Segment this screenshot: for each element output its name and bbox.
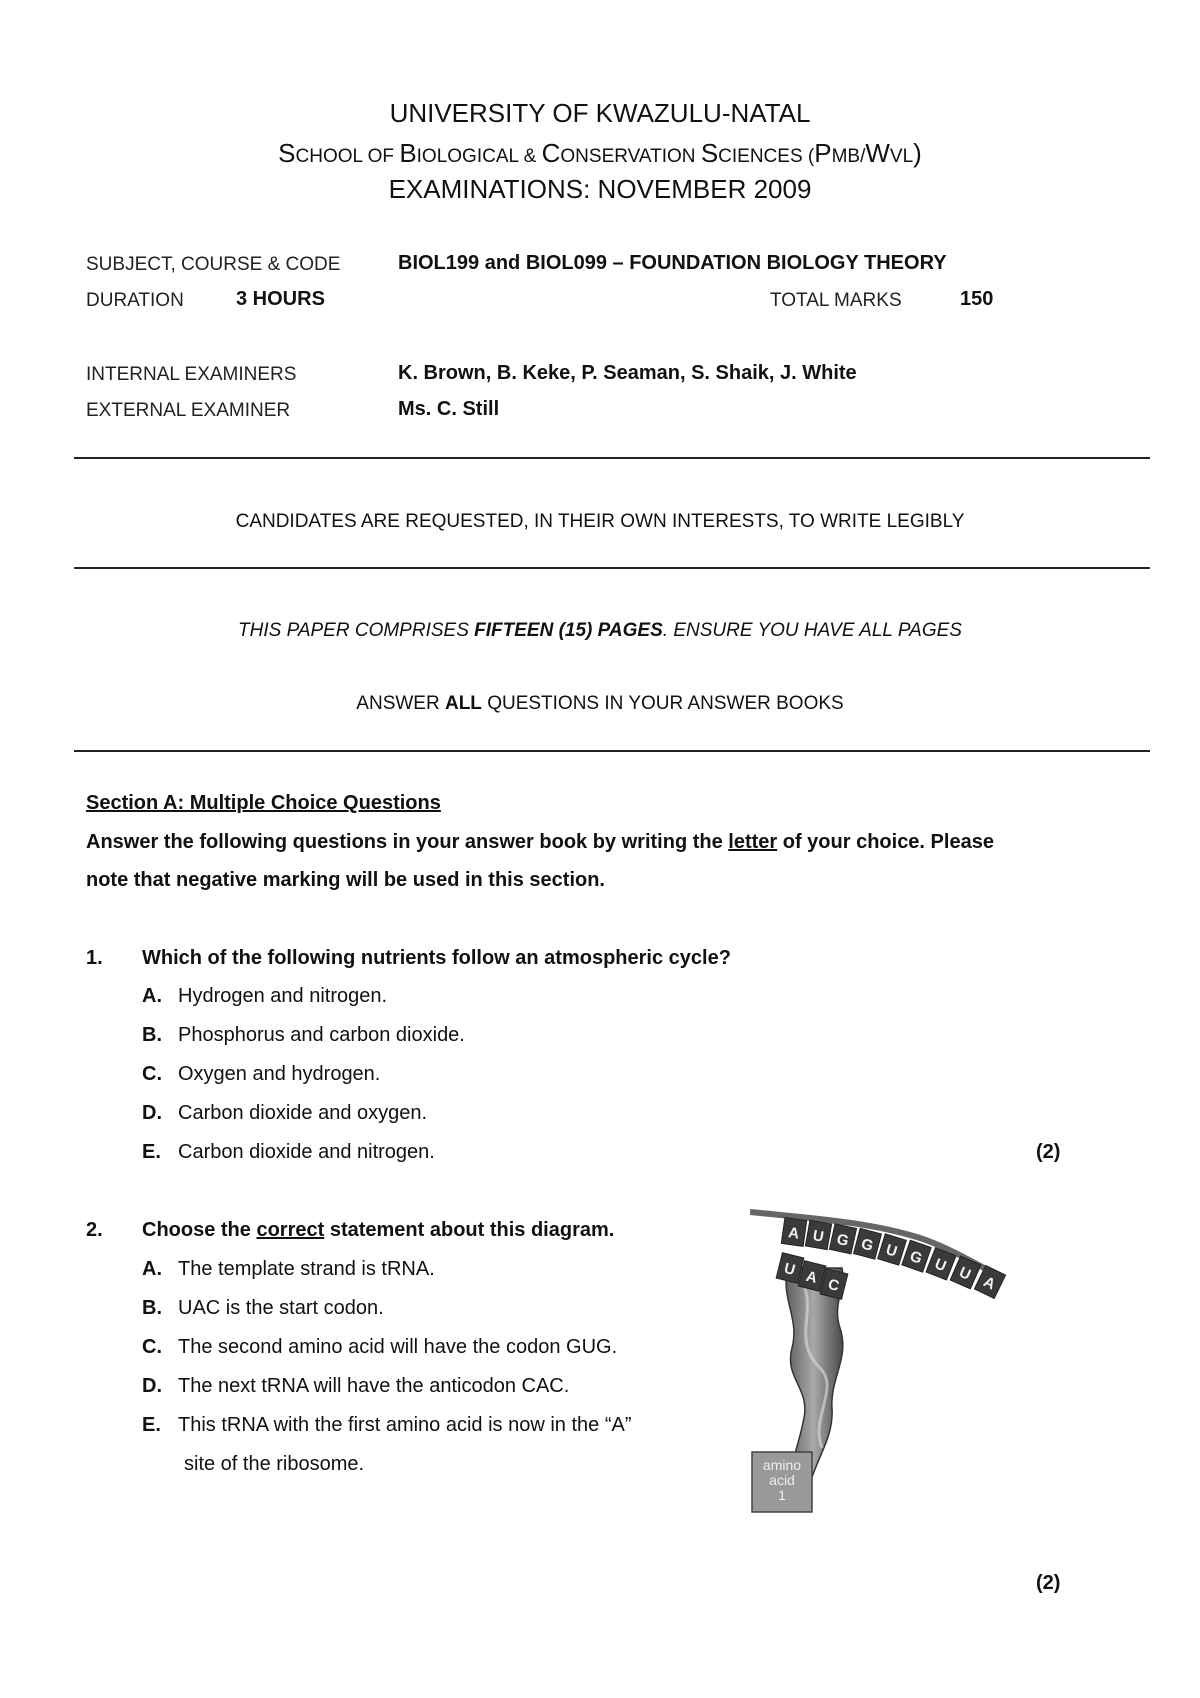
- amino-acid-label: 1: [778, 1487, 786, 1503]
- base-letter: U: [811, 1227, 826, 1246]
- question-marks: (2): [1036, 1572, 1061, 1594]
- option-b: B. UAC is the start codon.: [142, 1297, 384, 1319]
- option-d: D. Carbon dioxide and oxygen.: [142, 1102, 428, 1124]
- option-a: A. The template strand is tRNA.: [142, 1258, 435, 1280]
- school-title: SCHOOL OF BIOLOGICAL & CONSERVATION SCIENCES (PMB/WVL): [278, 138, 922, 168]
- option-e: E. This tRNA with the first amino acid is now in the “A”: [142, 1414, 632, 1436]
- subject-label: SUBJECT, COURSE & CODE: [86, 254, 341, 275]
- external-examiner-value: Ms. C. Still: [398, 398, 500, 420]
- divider: [74, 457, 1150, 459]
- university-title: UNIVERSITY OF KWAZULU-NATAL: [389, 98, 811, 128]
- base-letter: U: [782, 1259, 797, 1280]
- duration-label: DURATION: [86, 290, 184, 311]
- amino-acid-label: acid: [769, 1472, 795, 1488]
- base-tile: [781, 1218, 806, 1247]
- base-tile: [854, 1228, 882, 1259]
- divider: [74, 567, 1150, 569]
- option-b: B. Phosphorus and carbon dioxide.: [142, 1024, 465, 1046]
- amino-acid-label: amino: [762, 1457, 802, 1473]
- option-e-continuation: site of the ribosome.: [184, 1453, 365, 1475]
- base-letter: A: [787, 1224, 801, 1243]
- base-letter: U: [932, 1255, 949, 1276]
- answer-notice: ANSWER ALL QUESTIONS IN YOUR ANSWER BOOKS: [356, 693, 844, 714]
- option-e: E. Carbon dioxide and nitrogen.: [142, 1141, 435, 1163]
- option-c: C. Oxygen and hydrogen.: [142, 1063, 381, 1085]
- question-text: Which of the following nutrients follow an atmospheric cycle?: [142, 947, 731, 969]
- divider: [74, 750, 1150, 752]
- base-tile: [902, 1240, 931, 1272]
- base-letter: G: [859, 1235, 875, 1255]
- base-letter: C: [826, 1275, 841, 1296]
- question-number: 2.: [86, 1219, 103, 1241]
- base-tile: [805, 1220, 831, 1249]
- option-a: A. Hydrogen and nitrogen.: [142, 985, 388, 1007]
- subject-value: BIOL199 and BIOL099 – FOUNDATION BIOLOGY THEORY: [398, 252, 947, 274]
- total-marks-label: TOTAL MARKS: [770, 290, 902, 311]
- internal-examiners-value: K. Brown, B. Keke, P. Seaman, S. Shaik, J. White: [398, 362, 857, 384]
- option-d: D. The next tRNA will have the anticodon CAC.: [142, 1375, 570, 1397]
- question-marks: (2): [1036, 1141, 1061, 1163]
- section-instructions: Answer the following questions in your answer book by writing the letter of your choice. Please: [86, 831, 994, 853]
- question-text: Choose the correct statement about this diagram.: [142, 1219, 615, 1241]
- question-number: 1.: [86, 947, 103, 969]
- external-examiner-label: EXTERNAL EXAMINER: [86, 400, 291, 421]
- legibility-notice: CANDIDATES ARE REQUESTED, IN THEIR OWN INTERESTS, TO WRITE LEGIBLY: [235, 511, 965, 532]
- base-letter: U: [883, 1241, 900, 1261]
- base-tile: [829, 1224, 856, 1254]
- base-letter: G: [907, 1247, 925, 1268]
- section-title: Section A: Multiple Choice Questions: [86, 792, 441, 814]
- base-letter: G: [835, 1230, 851, 1250]
- base-tile: [878, 1234, 907, 1265]
- internal-examiners-label: INTERNAL EXAMINERS: [86, 364, 297, 385]
- base-letter: A: [980, 1273, 998, 1294]
- base-tile: [974, 1265, 1005, 1298]
- option-c: C. The second amino acid will have the codon GUG.: [142, 1336, 618, 1358]
- pages-notice: THIS PAPER COMPRISES FIFTEEN (15) PAGES. ENSURE YOU HAVE ALL PAGES: [238, 620, 962, 641]
- base-letter: U: [956, 1263, 974, 1284]
- trna-diagram: [750, 1208, 1010, 1538]
- base-letter: A: [804, 1267, 819, 1288]
- exam-title: EXAMINATIONS: NOVEMBER 2009: [388, 174, 812, 204]
- total-marks-value: 150: [960, 288, 994, 310]
- section-instructions-line2: note that negative marking will be used in this section.: [86, 869, 605, 891]
- duration-value: 3 HOURS: [236, 288, 325, 310]
